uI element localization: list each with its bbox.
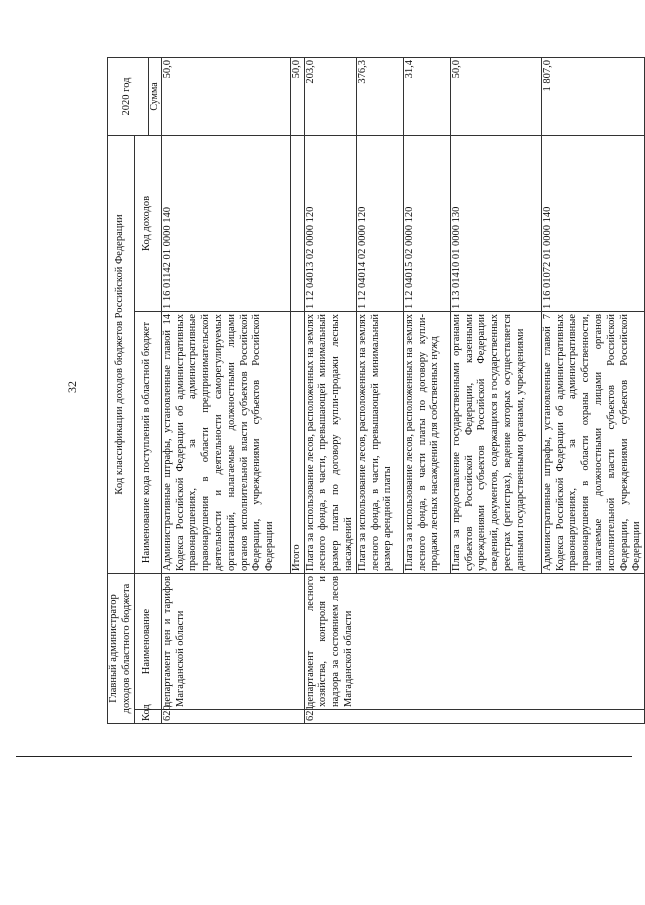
income-code-cell: 1 12 04015 02 0000 120 [403,135,450,311]
header-income-code: Код доходов [134,135,161,311]
income-name-cell: Плата за использование лесов, расположенных на землях лесного фонда, в части, превышающей минимальный размер арендной платы [356,312,403,574]
empty-cell [290,135,304,311]
income-name-cell: Плата за использование лесов, расположенных на землях лесного фонда, в части платы по договору купли-продажи лесных насаждений для собственных нужд [403,312,450,574]
total-sum-cell: 50,0 [290,57,304,135]
rotated-page-content [107,58,643,724]
header-year: 2020 год [108,57,149,135]
table-row [161,57,290,723]
header-row-columns [134,57,148,723]
income-code-cell: 1 13 01410 01 0000 130 [450,135,541,311]
sum-cell: 31,4 [403,57,450,135]
income-name-cell: Плата за предоставление государственными органами субъектов Российской Федерации, казенными учреждениями субъектов Российской Федерации сведений, документов, содержащихся в государственных реестрах (регистрах), ведение которых осуществляется данными государственными органами, учреждениями [450,312,541,574]
income-name-cell: Плата за использование лесов, расположенных на землях лесного фонда, в части, превышающей минимальный размер платы по договору купли-продажи лесных насаждений [304,312,356,574]
sum-cell: 203,0 [304,57,356,135]
income-classification-table [107,57,645,724]
header-income-name: Наименование кода поступлений в областной бюджет [134,312,161,574]
sum-cell: 1 807,0 [541,57,644,135]
admin-code-cell: 620 [161,710,304,724]
income-name-cell: Административные штрафы, установленные главой 14 Кодекса Российской Федерации об административных правонарушениях, за административные правонарушения в области предпринимательской деятельности и деятельности саморегулируемых организаций, налагаемые должностными лицами органов исполнительной власти субъектов Российской Федерации, учреждениями субъектов Российской Федерации [161,312,290,574]
page-divider-line [16,756,632,757]
admin-code-cell: 621 [304,710,645,724]
sum-cell: 50,0 [161,57,290,135]
header-classification-group: Код классификации доходов бюджетов Российской Федерации [108,135,135,573]
sum-cell: 50,0 [450,57,541,135]
header-admin-group: Главный администратор доходов областного бюджета [108,574,135,724]
sum-cell: 376,3 [356,57,403,135]
total-label-cell: Итого [290,312,304,574]
rotated-table-frame [107,58,643,724]
income-code-cell: 1 12 04014 02 0000 120 [356,135,403,311]
income-code-cell: 1 12 04013 02 0000 120 [304,135,356,311]
admin-name-cell: департамент цен и тарифов Магаданской области [161,574,304,710]
admin-name-cell: департамент лесного хозяйства, контроля и надзора за состоянием лесов Магаданской области [304,574,645,710]
header-row-groups [108,57,135,723]
income-code-cell: 1 16 01072 01 0000 140 [541,135,644,311]
income-code-cell: 1 16 01142 01 0000 140 [161,135,290,311]
header-code: Код [134,710,161,724]
header-admin-name: Наименование [134,574,161,710]
page-number: 32 [65,381,79,393]
header-sum: Сумма [148,57,161,135]
table-row [304,57,356,723]
income-name-cell: Административные штрафы, установленные главой 7 Кодекса Российской Федерации об административных правонарушениях, за административные правонарушения в области охраны собственности, налагаемые должностными лицами органов исполнительной власти субъектов Российской Федерации, учреждениями субъектов Российской Федерации [541,312,644,574]
